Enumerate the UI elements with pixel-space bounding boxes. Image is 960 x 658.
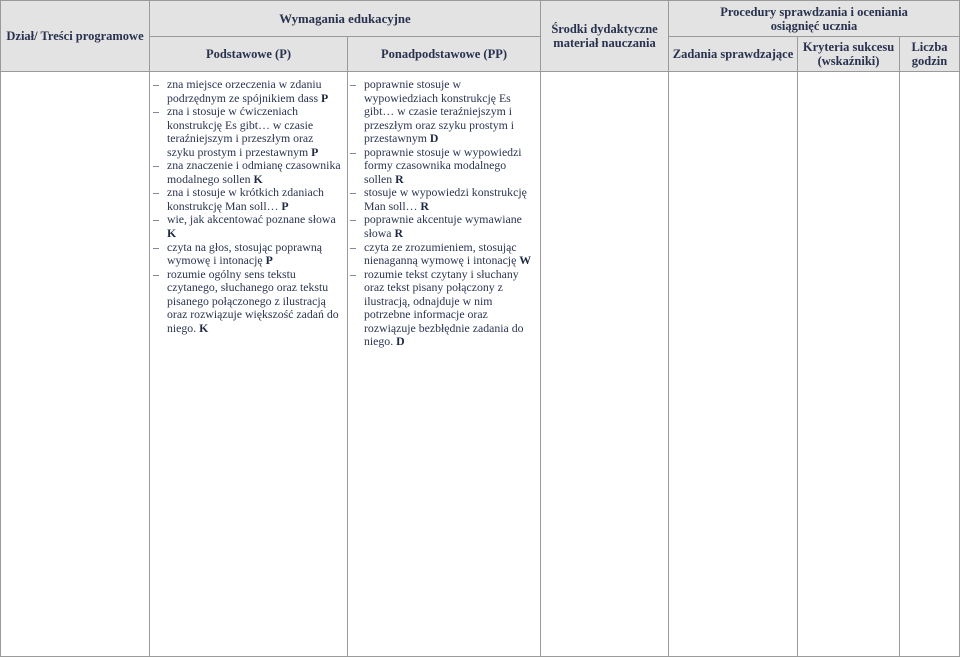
requirement-level: P [320,90,329,105]
list-dash-marker: – [153,104,159,119]
requirement-text: poprawnie akcentuje wymawiane słowa [364,212,522,241]
basic-requirement-item [150,213,341,240]
header-dzial [1,1,150,72]
header-procedury-line2: osiągnięć ucznia [770,18,858,33]
cell-ponadpodstawowe [348,72,541,657]
list-dash-marker: – [153,239,159,254]
basic-requirement-item [150,268,341,336]
header-zadania [669,37,798,72]
header-procedury-line1: Procedury sprawdzania i oceniania [720,4,908,19]
requirement-text: rozumie tekst czytany i słuchany oraz tekst pisany połączony z ilustracją, odnajduje w nim potrzebne informacje oraz rozwiązuje bezbłędnie zadania do niego. [364,266,524,349]
requirement-level: K [253,171,263,186]
extended-requirement-item [348,241,534,268]
header-kryteria [798,37,900,72]
header-podstawowe [150,37,348,72]
extended-requirement-item [348,78,534,146]
basic-requirement-item [150,186,341,213]
list-dash-marker: – [350,77,356,91]
list-dash-marker: – [153,158,159,173]
header-ponadpodstawowe-label: Ponadpodstawowe (PP) [380,47,508,61]
header-liczba [900,37,960,72]
header-srodki [541,1,669,72]
header-podstawowe-label: Podstawowe (P) [205,47,292,61]
cell-liczba [900,72,960,657]
header-ponadpodstawowe [348,37,541,72]
header-srodki-line2: materiał nauczania [553,36,656,50]
list-dash-marker: – [153,185,159,200]
header-procedury [669,1,960,37]
cell-podstawowe [150,72,348,657]
requirement-level: K [167,226,177,241]
requirement-text: zna i stosuje w ćwiczeniach konstrukcję Es gibt… w czasie teraźniejszym i przeszłym oraz szyku prostym i przestawnym [167,104,314,159]
requirement-level: D [429,131,439,146]
header-zadania-label: Zadania sprawdzające [672,47,794,61]
extended-requirement-item [348,268,534,349]
requirement-text: poprawnie stosuje w wypowiedziach konstrukcję Es gibt… w czasie teraźniejszym i przeszłym oraz szyku prostym i przestawnym [364,77,515,146]
basic-requirement-item [150,159,341,186]
header-kryteria-line2: (wskaźniki) [817,54,880,68]
requirement-text: zna miejsce orzeczenia w zdaniu podrzędnym ze spójnikiem dass [167,77,322,105]
extended-requirement-item [348,146,534,187]
requirement-level: P [311,144,319,159]
list-dash-marker: – [350,185,356,200]
requirement-level: R [420,198,429,213]
header-srodki-line1: Środki dydaktyczne [551,22,658,36]
extended-requirements-list [348,72,540,349]
basic-requirement-item [150,105,341,159]
requirement-text: stosuje w wypowiedzi konstrukcję Man soll… [364,185,527,213]
requirement-level: W [519,253,532,268]
list-dash-marker: – [153,266,159,281]
header-liczba-line1: Liczba [911,40,948,54]
basic-requirements-list [150,72,347,335]
requirement-text: zna znaczenie i odmianę czasownika modalnego sollen [167,158,341,186]
list-dash-marker: – [350,239,356,254]
list-dash-marker: – [350,144,356,159]
requirement-text: poprawnie stosuje w wypowiedzi formy czasownika modalnego sollen [364,144,522,186]
requirement-level: R [395,171,404,186]
requirement-level: R [394,226,404,241]
header-liczba-line2: godzin [911,54,948,68]
list-dash-marker: – [153,77,159,91]
cell-kryteria [798,72,900,657]
requirement-level: K [199,320,209,335]
requirement-level: D [396,334,405,349]
cell-dzial [1,72,150,657]
header-wymagania-label: Wymagania edukacyjne [279,11,411,26]
extended-requirement-item [348,213,534,240]
header-dzial-label: Dział/ Treści programowe [6,29,144,43]
requirement-text: czyta na głos, stosując poprawną wymowę i intonację [167,239,322,268]
requirement-text: wie, jak akcentować poznane słowa [167,212,336,227]
list-dash-marker: – [350,266,356,281]
header-kryteria-line1: Kryteria sukcesu [802,40,895,54]
requirement-text: czyta ze zrozumieniem, stosując nienaganną wymowę i intonację [364,239,520,268]
requirement-level: P [265,253,273,268]
requirement-level: P [281,198,289,213]
extended-requirement-item [348,186,534,213]
cell-srodki [541,72,669,657]
list-dash-marker: – [350,212,356,227]
requirement-text: zna i stosuje w krótkich zdaniach konstrukcję Man soll… [167,185,324,213]
list-dash-marker: – [153,212,159,227]
header-wymagania [150,1,541,37]
cell-zadania [669,72,798,657]
requirement-text: rozumie ogólny sens tekstu czytanego, słuchanego oraz tekstu pisanego połączonego z ilustracją oraz rozwiązuje większość zadań do niego. [167,266,339,335]
basic-requirement-item [150,78,341,105]
basic-requirement-item [150,241,341,268]
